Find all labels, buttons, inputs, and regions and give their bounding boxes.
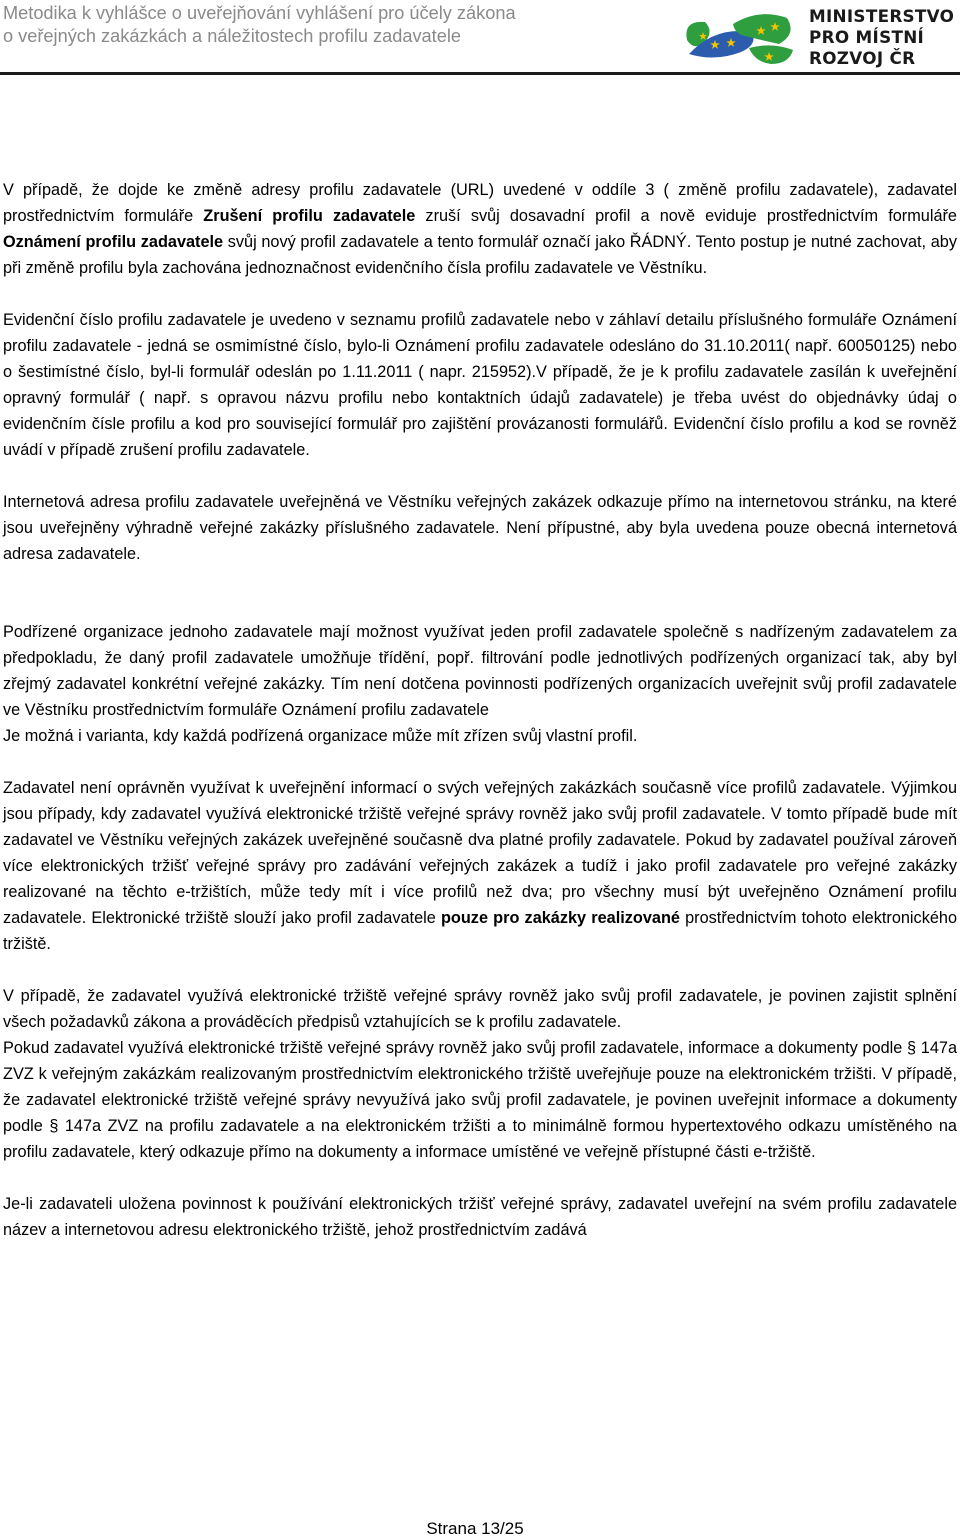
paragraph-internet-address: Internetová adresa profilu zadavatele uveřejněná ve Věstníku veřejných zakázek odkazuje přímo na internetovou stránku, na které jsou uveřejněny výhradně veřejné zakázky příslušného zadavatele. Není přípustné, aby byla uvedena pouze obecná internetová adresa zadavatele. [3, 493, 957, 563]
form-name-zruseni: Zrušení profilu zadavatele [203, 207, 416, 225]
text-run: svůj nový profil zadavatele a tento formulář označí jako ŘÁDNÝ. Tento postup je nutné zachovat, aby při změně profilu byla zachována jednoznačnost evidenčního čísla profilu zadavatele ve Věstníku. [3, 233, 957, 277]
header-divider [0, 72, 960, 75]
logo-line-1: MINISTERSTVO [809, 6, 955, 26]
text-run: zruší svůj dosavadní profil a nově eviduje prostřednictvím formuláře [415, 207, 957, 225]
text-run: Zadavatel není oprávněn využívat k uveřejnění informací o svých veřejných zakázkách současně více profilů zadavatele. Výjimkou jsou případy, kdy zadavatel využívá elektronické tržiště veřejné správy rovněž jako svůj profil zadavatele. V tomto případě bude mít zadavatel ve Věstníku veřejných zakázek uveřejněné současně dva platné profily zadavatele. Pokud by zadavatel používal zároveň více elektronických tržišť veřejné správy pro zadávání veřejných zakázek a tudíž i jako profil zadavatele pro veřejné zakázky realizované na těchto e-tržištích, může tedy mít i více profilů než dva; pro všechny musí být uveřejněno Oznámení profilu zadavatele. Elektronické tržiště slouží jako profil zadavatele [3, 779, 957, 927]
paragraph-multiple-profiles [3, 775, 957, 957]
document-title-line-1: Metodika k vyhlášce o uveřejňování vyhlášení pro účely zákona [3, 3, 516, 23]
document-title-line-2: o veřejných zakázkách a náležitostech profilu zadavatele [3, 25, 461, 46]
page-number: Strana 13/25 [426, 1519, 524, 1538]
ministry-emblem-icon [675, 4, 801, 70]
page-header [0, 0, 960, 72]
document-body [3, 177, 957, 1243]
paragraph-e-marketplace-duty: V případě, že zadavatel využívá elektronické tržiště veřejné správy rovněž jako svůj profil zadavatele, je povinen zajistit splnění všech požadavků zákona a prováděcích předpisů vztahujících se k profilu zadavatele. [3, 987, 957, 1031]
paragraph-subordinate-organizations: Podřízené organizace jednoho zadavatele mají možnost využívat jeden profil zadavatele společně s nadřízeným zadavatelem za předpokladu, že daný profil zadavatele umožňuje třídění, popř. filtrování podle jednotlivých podřízených organizací tak, aby byl zřejmý zadavatel konkrétní veřejné zakázky. Tím není dotčena povinnosti podřízených organizacích uveřejnit svůj profil zadavatele ve Věstníku prostřednictvím formuláře Oznámení profilu zadavatele [3, 623, 957, 719]
paragraph-section-147a: Pokud zadavatel využívá elektronické tržiště veřejné správy rovněž jako svůj profil zadavatele, informace a dokumenty podle § 147a ZVZ k veřejným zakázkám realizovaným prostřednictvím elektronického tržiště uveřejňuje pouze na elektronickém tržišti. V případě, že zadavatel elektronické tržiště veřejné správy nevyužívá jako svůj profil zadavatele, je povinen uveřejnit informace a dokumenty podle § 147a ZVZ na profilu zadavatele a na elektronickém tržišti a to minimálně formou hypertextového odkazu umístěného na profilu zadavatele, který odkazuje přímo na dokumenty a informace umístěné ve veřejně přístupné části e-tržiště. [3, 1039, 957, 1161]
paragraph-mandatory-e-marketplace: Je-li zadavateli uložena povinnost k používání elektronických tržišť veřejné správy, zadavatel uveřejní na svém profilu zadavatele název a internetovou adresu elektronického tržiště, jehož prostřednictvím zadává [3, 1195, 957, 1239]
logo-line-3: ROZVOJ ČR [809, 48, 916, 68]
paragraph-own-profile-variant: Je možná i varianta, kdy každá podřízená organizace může mít zřízen svůj vlastní profil. [3, 727, 638, 745]
text-run: V případě, že dojde ke změně adresy profilu zadavatele (URL) uvedené v oddíle 3 ( změně profilu zadavatele), zadavatel prostřednictvím formuláře [3, 181, 957, 225]
paragraph-url-change [3, 177, 957, 281]
paragraph-evidence-number: Evidenční číslo profilu zadavatele je uvedeno v seznamu profilů zadavatele nebo v záhlaví detailu příslušného formuláře Oznámení profilu zadavatele - jedná se osmimístné číslo, bylo-li Oznámení profilu zadavatele odesláno do 31.10.2011( např. 60050125) nebo o šestimístné číslo, byl-li formulář odeslán po 1.11.2011 ( napr. 215952).V případě, že je k profilu zadavatele zasílán k uveřejnění opravný formulář ( např. s opravou názvu profilu nebo kontaktních údajů zadavatele) je třeba uvést do objednávky údaj o evidenčním čísle profilu a kod pro související formulář pro zajištění provázanosti formulářů. Evidenční číslo profilu a kod se rovněž uvádí v případě zrušení profilu zadavatele. [3, 311, 957, 459]
emphasis-only-contracts: pouze pro zakázky realizované [440, 909, 680, 927]
text-run: prostřednictvím tohoto elektronického tržiště. [3, 909, 957, 953]
form-name-oznameni: Oznámení profilu zadavatele [3, 233, 224, 251]
ministry-logo-text [809, 6, 954, 69]
logo-line-2: PRO MÍSTNÍ [809, 27, 925, 47]
document-title [3, 2, 516, 47]
